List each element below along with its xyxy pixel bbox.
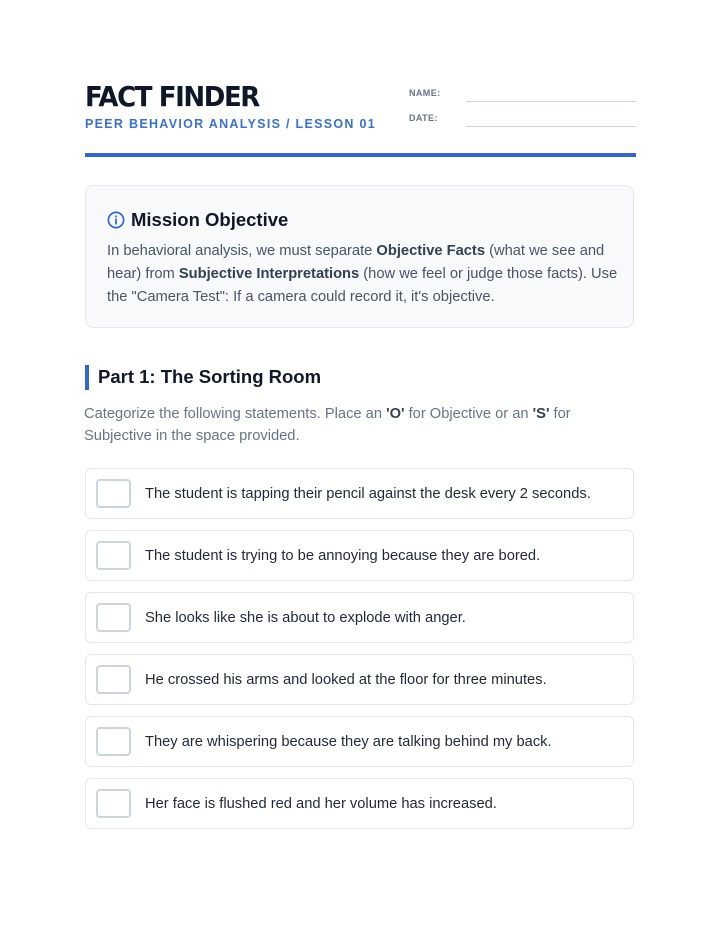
section-accent-bar [85, 365, 89, 390]
part1-title: Part 1: The Sorting Room [98, 366, 322, 387]
objective-facts-term: Objective Facts [376, 243, 485, 259]
answer-box[interactable] [96, 727, 131, 756]
answer-box[interactable] [96, 665, 131, 694]
answer-box[interactable] [96, 603, 131, 632]
statement-card [85, 592, 634, 643]
date-label: DATE: [409, 113, 438, 123]
date-field[interactable] [409, 111, 636, 131]
mission-text-part: In behavioral analysis, we must separate [107, 243, 377, 259]
objective-marker: 'O' [386, 406, 405, 422]
name-label: NAME: [409, 88, 441, 98]
mission-text-part: (what we see and hear) from [107, 243, 605, 282]
statement-text: She looks like she is about to explode with anger. [145, 610, 466, 626]
instructions-part: for Subjective in the space provided. [84, 406, 571, 444]
statement-text: The student is tapping their pencil against the desk every 2 seconds. [145, 486, 591, 502]
info-icon [107, 211, 125, 229]
name-field[interactable] [409, 86, 636, 106]
subjective-interpretations-term: Subjective Interpretations [178, 265, 360, 282]
part1-instructions [84, 403, 624, 447]
statement-card [85, 654, 634, 705]
date-line[interactable] [466, 126, 636, 127]
subjective-marker: 'S' [532, 406, 550, 422]
statement-card [85, 530, 634, 581]
mission-title: Mission Objective [131, 209, 289, 230]
header-divider [85, 153, 636, 157]
statement-text: They are whispering because they are talking behind my back. [145, 734, 552, 750]
answer-box[interactable] [96, 789, 131, 818]
page-subtitle: PEER BEHAVIOR ANALYSIS / LESSON 01 [85, 117, 377, 131]
worksheet-header [85, 82, 636, 157]
mission-text-part: (how we feel or judge those facts). Use the "Camera Test": If a camera could record it, it's objective. [107, 265, 618, 305]
page-title: FACT FINDER [85, 82, 259, 114]
statement-text: The student is trying to be annoying because they are bored. [145, 548, 541, 564]
mission-text [107, 240, 622, 308]
answer-box[interactable] [96, 541, 131, 570]
name-line[interactable] [466, 101, 636, 102]
statement-text: He crossed his arms and looked at the floor for three minutes. [145, 672, 547, 688]
statement-card [85, 716, 634, 767]
mission-objective-box [85, 185, 634, 328]
instructions-part: for Objective or an [404, 406, 533, 422]
statement-card [85, 468, 634, 519]
statement-card [85, 778, 634, 829]
answer-box[interactable] [96, 479, 131, 508]
instructions-part: Categorize the following statements. Place an [84, 406, 387, 422]
statement-text: Her face is flushed red and her volume has increased. [145, 796, 497, 812]
